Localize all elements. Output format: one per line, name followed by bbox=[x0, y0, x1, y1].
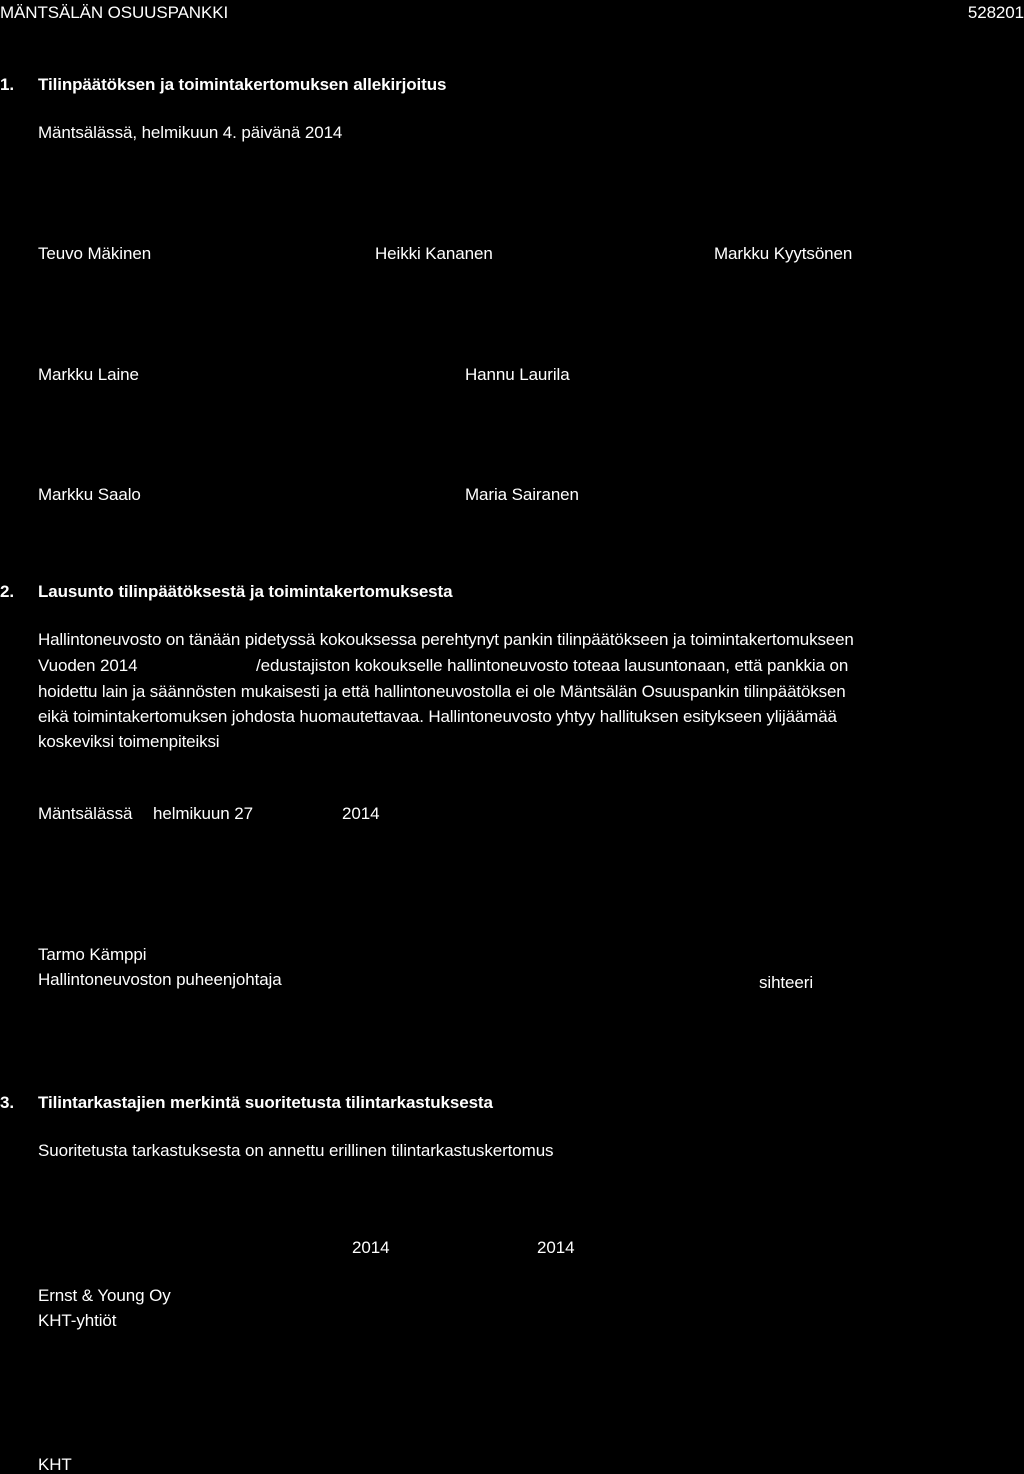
statement-line-year: Vuoden 2014 bbox=[38, 656, 138, 675]
section-3-title: Tilintarkastajien merkintä suoritetusta tilintarkastuksesta bbox=[38, 1093, 493, 1112]
section-3-text: Suoritetusta tarkastuksesta on annettu erillinen tilintarkastuskertomus bbox=[38, 1141, 554, 1160]
statement-line: Hallintoneuvosto on tänään pidetyssä kokouksessa perehtynyt pankin tilinpäätökseen ja toimintakertomukseen bbox=[38, 630, 854, 649]
statement-line: hoidettu lain ja säännösten mukaisesti ja että hallintoneuvostolla ei ole Mäntsälän Osuuspankin tilinpäätöksen bbox=[38, 682, 846, 701]
statement-line: eikä toimintakertomuksen johdosta huomautettavaa. Hallintoneuvosto yhtyy hallituksen esitykseen ylijäämää bbox=[38, 707, 837, 726]
signatory-name: Markku Laine bbox=[38, 365, 139, 384]
signatory-name: Heikki Kananen bbox=[375, 244, 493, 263]
section-3-year: 2014 bbox=[537, 1238, 575, 1257]
chairman-name: Tarmo Kämppi bbox=[38, 945, 147, 964]
signatory-name: Markku Saalo bbox=[38, 485, 141, 504]
signatory-name: Teuvo Mäkinen bbox=[38, 244, 152, 263]
auditor-title: KHT bbox=[38, 1455, 72, 1474]
section-1-title: Tilinpäätöksen ja toimintakertomuksen allekirjoitus bbox=[38, 75, 447, 94]
section-2-year: 2014 bbox=[342, 804, 380, 823]
signatory-name: Markku Kyytsönen bbox=[714, 244, 853, 263]
section-3-year: 2014 bbox=[352, 1238, 390, 1257]
audit-firm-name: Ernst & Young Oy bbox=[38, 1286, 171, 1305]
bank-name: MÄNTSÄLÄN OSUUSPANKKI bbox=[0, 3, 229, 22]
section-2-title: Lausunto tilinpäätöksestä ja toimintakertomuksesta bbox=[38, 582, 453, 601]
document-code: 528201 bbox=[967, 3, 1024, 22]
statement-line: koskeviksi toimenpiteiksi bbox=[38, 732, 220, 751]
signatory-name: Hannu Laurila bbox=[465, 365, 570, 384]
audit-firm-type: KHT-yhtiöt bbox=[38, 1311, 117, 1330]
signatory-name: Maria Sairanen bbox=[465, 485, 579, 504]
section-3-number: 3. bbox=[0, 1093, 14, 1112]
statement-line-continued: /edustajiston kokoukselle hallintoneuvosto toteaa lausuntonaan, että pankkia on bbox=[256, 656, 849, 675]
section-2-number: 2. bbox=[0, 582, 14, 601]
chairman-title: Hallintoneuvoston puheenjohtaja bbox=[38, 970, 282, 989]
section-2-place: Mäntsälässä bbox=[38, 804, 133, 823]
section-1-place-date: Mäntsälässä, helmikuun 4. päivänä 2014 bbox=[38, 123, 343, 142]
section-2-date: helmikuun 27 bbox=[153, 804, 253, 823]
secretary-title: sihteeri bbox=[759, 973, 814, 992]
section-1-number: 1. bbox=[0, 75, 14, 94]
